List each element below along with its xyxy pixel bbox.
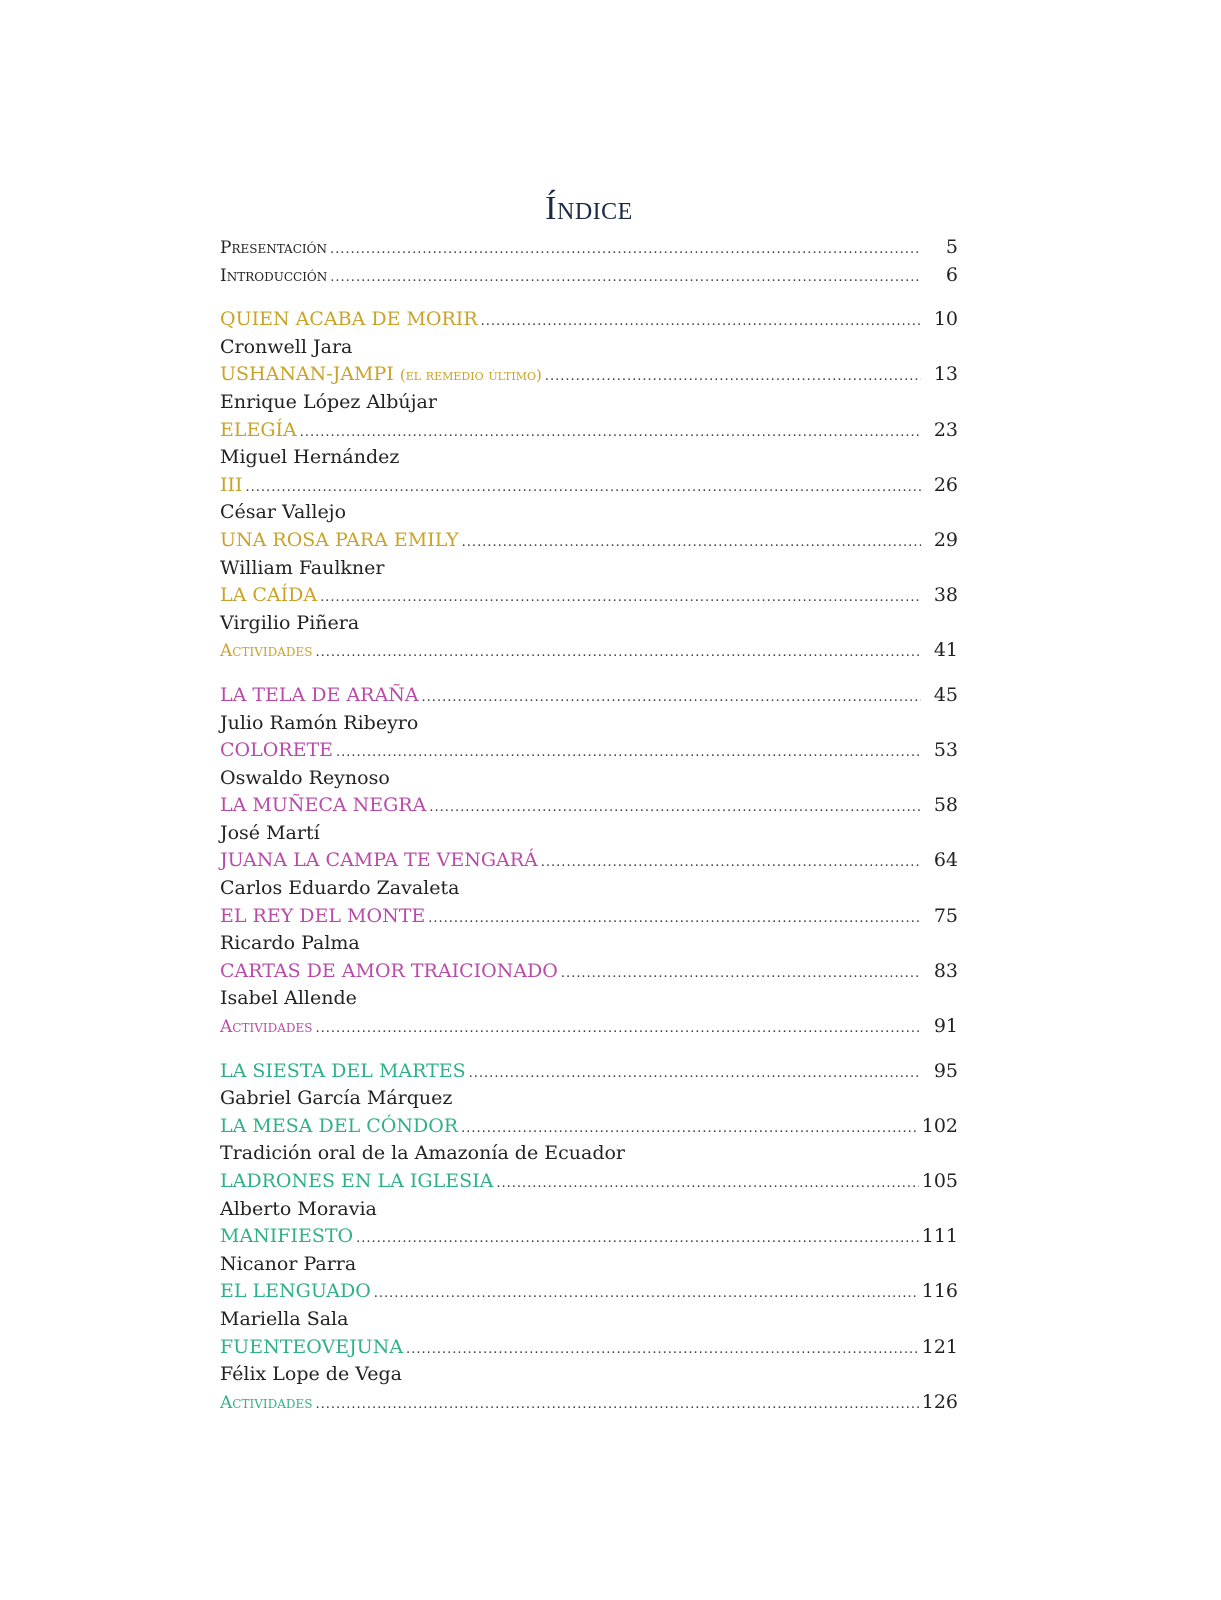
entry-author: Alberto Moravia: [220, 1197, 377, 1220]
page-number: 5: [945, 236, 958, 258]
toc-entry: [220, 792, 958, 820]
entry-title: [220, 847, 538, 875]
activities-label: Actividades: [220, 1392, 313, 1413]
activities-label: Actividades: [220, 641, 313, 662]
entry-title: [220, 1013, 313, 1042]
dot-leader: [246, 474, 921, 502]
entry-title: [220, 637, 313, 666]
dot-leader: [429, 794, 921, 822]
dot-leader: [428, 905, 921, 933]
entry-title: [220, 1334, 403, 1362]
dot-leader: [356, 1225, 919, 1253]
entry-title: [220, 472, 243, 500]
entry-subtitle: (el remedio último): [399, 366, 542, 385]
entry-author: Cronwell Jara: [220, 335, 353, 358]
page-number: 53: [933, 739, 958, 762]
page-number: 116: [921, 1280, 958, 1303]
section-gap: [220, 289, 958, 306]
toc-entry: [220, 737, 958, 765]
toc-entry: [220, 306, 958, 334]
entry-author: Carlos Eduardo Zavaleta: [220, 877, 460, 900]
page-number: 121: [921, 1335, 958, 1358]
entry-title-text: UNA ROSA PARA EMILY: [220, 528, 459, 551]
dot-leader: [422, 684, 921, 712]
entry-author: Virgilio Piñera: [220, 611, 360, 634]
entry-title-text: CARTAS DE AMOR TRAICIONADO: [220, 959, 558, 982]
activities-label: Actividades: [220, 1017, 313, 1038]
entry-title-text: ELEGÍA: [220, 418, 297, 441]
entry-title-text: MANIFIESTO: [220, 1225, 354, 1248]
toc-entry: [220, 582, 958, 610]
toc-entry: [220, 1168, 958, 1196]
entry-author: Tradición oral de la Amazonía de Ecuador: [220, 1142, 626, 1165]
toc-entry: [220, 847, 958, 875]
page-number: 29: [933, 528, 958, 551]
toc-entry: [220, 417, 958, 445]
dot-leader: [336, 739, 921, 767]
entry-author: José Martí: [220, 821, 320, 844]
entry-author: Julio Ramón Ribeyro: [220, 711, 419, 734]
section-gap: [220, 665, 958, 682]
dot-leader: [320, 584, 921, 612]
front-matter: [220, 234, 958, 289]
dot-leader: [330, 264, 921, 292]
front-matter-label: Presentación: [220, 238, 327, 258]
entry-title: [220, 1278, 371, 1306]
front-matter-label: Introducción: [220, 265, 328, 286]
page-number: 126: [921, 1390, 958, 1413]
page-number: 38: [933, 584, 958, 607]
entry-title: [220, 262, 327, 291]
dot-leader: [496, 1170, 918, 1198]
sections: [220, 289, 958, 1416]
page-number: 83: [933, 959, 958, 982]
dot-leader: [374, 1280, 919, 1308]
page-number: 102: [921, 1114, 958, 1137]
page-number: 111: [921, 1225, 958, 1248]
toc-section-1: [220, 306, 958, 665]
toc-entry: [220, 958, 958, 986]
toc-section-3: [220, 1058, 958, 1417]
entry-author: Enrique López Albújar: [220, 390, 437, 413]
entry-author: Mariella Sala: [220, 1307, 349, 1330]
page-number: 41: [933, 639, 958, 662]
dot-leader: [545, 363, 921, 391]
toc-entry: [220, 903, 958, 931]
page-number: 10: [933, 308, 958, 331]
dot-leader: [462, 529, 921, 557]
entry-title: [220, 1389, 313, 1418]
toc-entry: [220, 1058, 958, 1086]
front-matter-entry: [220, 262, 958, 290]
dot-leader: [406, 1336, 919, 1364]
entry-title: [220, 682, 419, 710]
toc-entry: [220, 472, 958, 500]
page-number: 26: [933, 473, 958, 496]
page-number: 6: [945, 263, 958, 286]
entry-title-text: LADRONES EN LA IGLESIA: [220, 1170, 494, 1192]
entry-title: [220, 737, 333, 765]
page-number: 91: [933, 1015, 958, 1038]
page-number: 45: [933, 683, 958, 706]
toc-entry: [220, 1223, 958, 1251]
dot-leader: [316, 1391, 919, 1419]
page-number: 58: [933, 794, 958, 817]
toc-entry: [220, 1113, 958, 1141]
entry-author: Gabriel García Márquez: [220, 1087, 453, 1110]
page-number: 64: [933, 849, 958, 872]
entry-author: Miguel Hernández: [220, 446, 400, 469]
entry-title-text: EL REY DEL MONTE: [220, 904, 426, 927]
activities-entry: [220, 1389, 958, 1417]
toc-entry: [220, 1334, 958, 1362]
table-of-contents: [220, 184, 958, 1416]
page-number: 23: [933, 418, 958, 441]
toc-section-2: [220, 682, 958, 1041]
entry-author: Félix Lope de Vega: [220, 1363, 402, 1386]
dot-leader: [481, 308, 921, 336]
entry-author: William Faulkner: [220, 556, 385, 579]
entry-title-text: QUIEN ACABA DE MORIR: [220, 308, 478, 331]
entry-title: [220, 1058, 466, 1086]
entry-title-text: FUENTEOVEJUNA: [220, 1335, 404, 1358]
dot-leader: [316, 639, 922, 667]
toc-entry: [220, 361, 958, 389]
page-number: 105: [921, 1170, 958, 1192]
entry-title-text: LA TELA DE ARAÑA: [220, 683, 419, 706]
entry-title-text: LA CAÍDA: [220, 584, 318, 607]
entry-title-text: USHANAN-JAMPI: [220, 363, 400, 386]
dot-leader: [461, 1115, 919, 1143]
page-number: 75: [933, 904, 958, 927]
dot-leader: [330, 236, 921, 264]
entry-title: [220, 1223, 353, 1251]
entry-author: Nicanor Parra: [220, 1252, 357, 1275]
activities-entry: [220, 1013, 958, 1041]
entry-title: [220, 527, 459, 555]
entry-title: [220, 417, 297, 445]
entry-title: [220, 1168, 493, 1196]
entry-author: César Vallejo: [220, 501, 347, 524]
entry-title: [220, 306, 478, 334]
entry-title-text: JUANA LA CAMPA TE VENGARÁ: [220, 849, 538, 872]
front-matter-entry: [220, 234, 958, 262]
entry-title-text: LA SIESTA DEL MARTES: [220, 1059, 466, 1082]
page-number: 95: [933, 1059, 958, 1082]
dot-leader: [469, 1060, 921, 1088]
dot-leader: [541, 849, 921, 877]
page-title: Índice: [545, 190, 633, 227]
entry-title-text: COLORETE: [220, 739, 334, 762]
entry-title: [220, 1113, 458, 1141]
entry-title: [220, 792, 426, 820]
dot-leader: [300, 419, 921, 447]
toc-entry: [220, 682, 958, 710]
toc-entry: [220, 1278, 958, 1306]
toc-entry: [220, 527, 958, 555]
activities-entry: [220, 637, 958, 665]
entry-author: Ricardo Palma: [220, 932, 360, 955]
entry-title-text: III: [220, 473, 243, 496]
entry-author: Isabel Allende: [220, 987, 357, 1010]
entry-title: [220, 958, 558, 986]
entry-title: [220, 361, 542, 390]
entry-title: [220, 582, 317, 610]
entry-title: [220, 234, 327, 263]
dot-leader: [561, 960, 921, 988]
entry-title: [220, 903, 425, 931]
dot-leader: [316, 1015, 922, 1043]
entry-title-text: LA MUÑECA NEGRA: [220, 794, 427, 817]
entry-author: Oswaldo Reynoso: [220, 766, 390, 789]
entry-title-text: EL LENGUADO: [220, 1280, 371, 1303]
entry-title-text: LA MESA DEL CÓNDOR: [220, 1114, 459, 1137]
page-number: 13: [933, 363, 958, 386]
section-gap: [220, 1041, 958, 1058]
